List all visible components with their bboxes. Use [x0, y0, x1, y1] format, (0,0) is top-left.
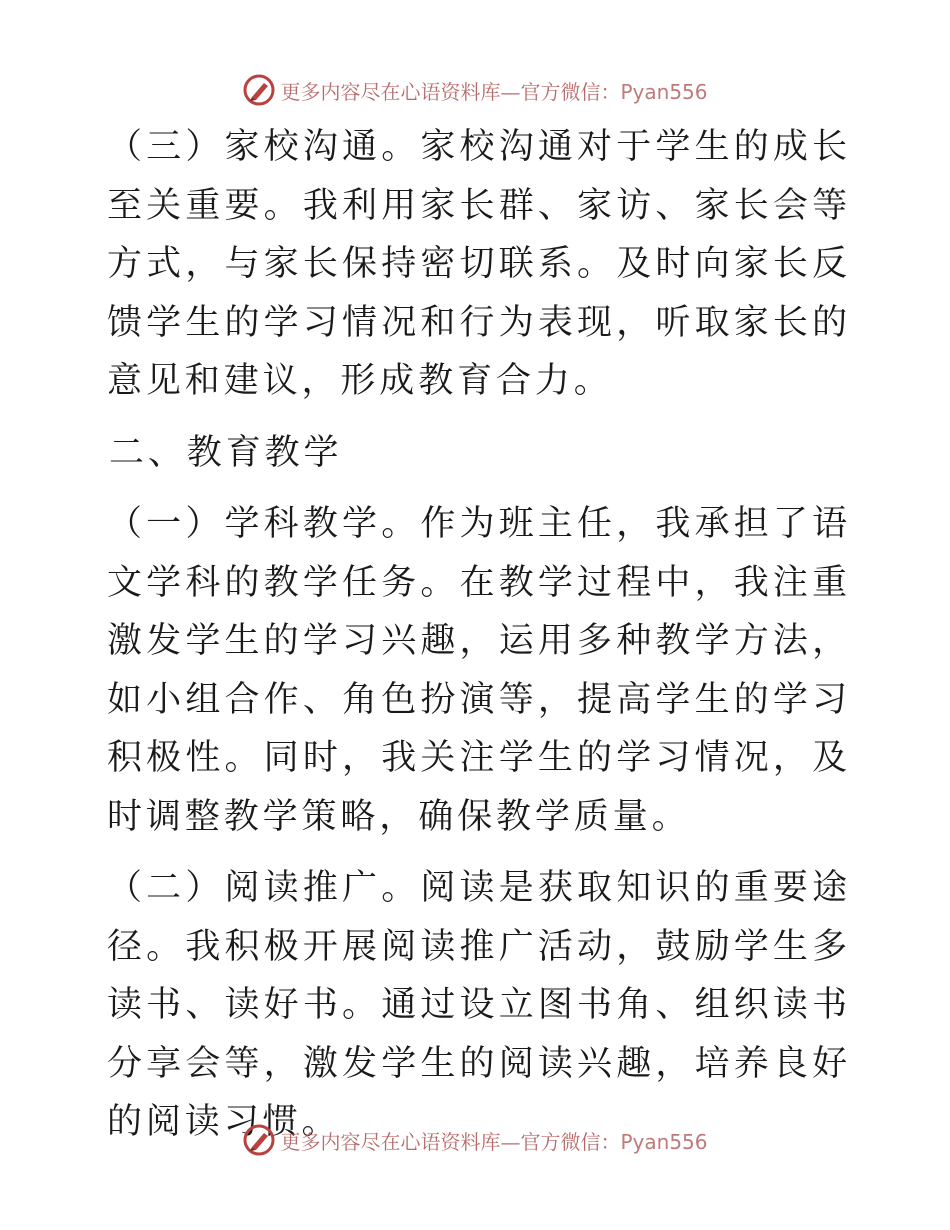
header-watermark-banner	[0, 70, 950, 110]
paragraph-reading-promotion: （二）阅读推广。阅读是获取知识的重要途径。我积极开展阅读推广活动，鼓励学生多读书、读好书。通过设立图书角、组织读书分享会等，激发学生的阅读兴趣，培养良好的阅读习惯。	[107, 868, 851, 1142]
footer-watermark-banner	[0, 1120, 950, 1160]
watermark-text: 更多内容尽在心语资料库—官方微信：Pyan556	[280, 1129, 708, 1154]
pen-logo-icon	[242, 1123, 276, 1157]
document-body	[99, 118, 851, 1152]
pen-logo-icon	[242, 73, 276, 107]
paragraph-subject-teaching: （一）学科教学。作为班主任，我承担了语文学科的教学任务。在教学过程中，我注重激发学生的学习兴趣，运用多种教学方法，如小组合作、角色扮演等，提高学生的学习积极性。同时，我关注学生的学习情况，及时调整教学策略，确保教学质量。	[107, 504, 851, 837]
section-heading-teaching: 二、教育教学	[109, 432, 343, 473]
paragraph-home-school-communication: （三）家校沟通。家校沟通对于学生的成长至关重要。我利用家长群、家访、家长会等方式，与家长保持密切联系。及时向家长反馈学生的学习情况和行为表现，听取家长的意见和建议，形成教育合力。	[107, 127, 851, 401]
watermark-text: 更多内容尽在心语资料库—官方微信：Pyan556	[280, 79, 708, 104]
